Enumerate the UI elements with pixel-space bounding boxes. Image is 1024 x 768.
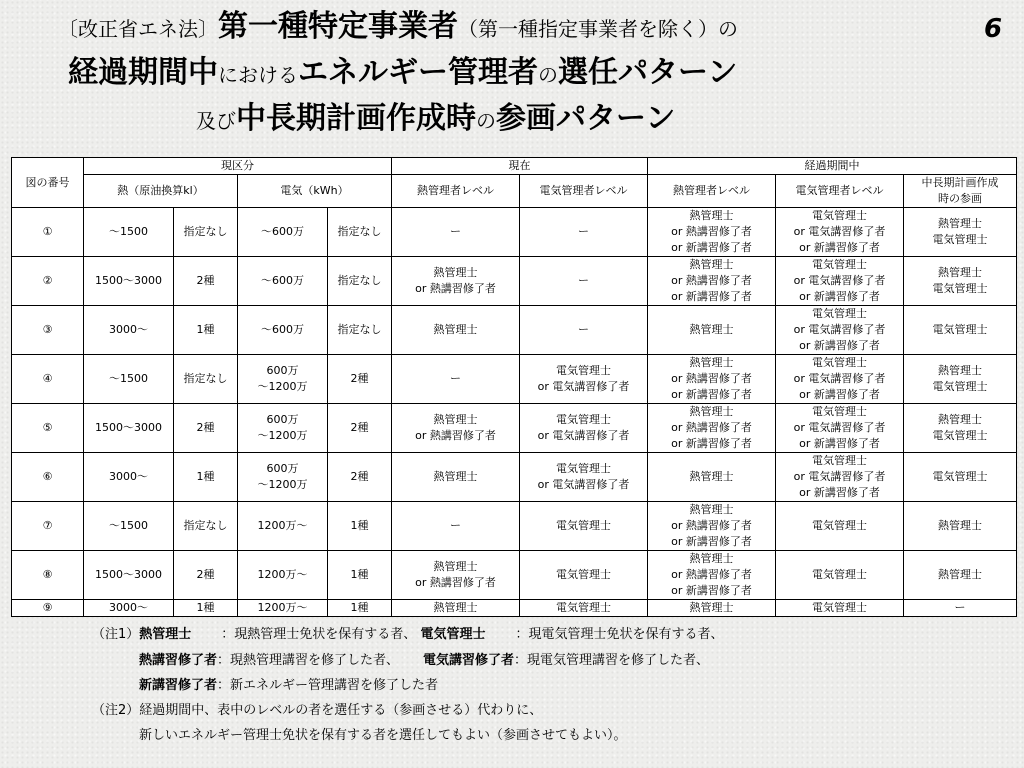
heat-range-cell: ～1500 (84, 502, 174, 551)
cell-line: 熱管理士 (689, 258, 734, 271)
electricity-designation-cell: 2種 (328, 404, 392, 453)
transition-electric-level-cell (776, 306, 904, 355)
figure-number-cell: ⑤ (12, 404, 84, 453)
current-electric-level-cell (520, 404, 648, 453)
cell-line: 電気管理士 (932, 470, 988, 483)
cell-line: or 電気講習修了者 (537, 429, 630, 442)
figure-number-cell: ① (12, 208, 84, 257)
cell-line: 熱管理士 (689, 552, 734, 565)
cell-line: or 電気講習修了者 (793, 225, 886, 238)
table-row (12, 502, 1017, 551)
title-participation-pattern: 参画パターン (496, 101, 676, 136)
cell-line: or 電気講習修了者 (793, 323, 886, 336)
current-electric-level-cell (520, 551, 648, 600)
heat-range-cell: ～1500 (84, 355, 174, 404)
cell-line: or 新講習修了者 (799, 437, 880, 450)
cell-line: ～1200万 (257, 380, 308, 393)
heat-range-cell: 3000～ (84, 306, 174, 355)
cell-line: ー (578, 274, 589, 287)
electricity-range-cell: 1200万～ (238, 551, 328, 600)
cell-line: 熱管理士 (938, 568, 982, 581)
note-def-electric-course: ：現電気管理講習を修了した者、 (514, 653, 710, 668)
heat-designation-cell: 2種 (174, 551, 238, 600)
cell-line: 電気管理士 (932, 282, 988, 295)
current-heat-level-cell (392, 502, 520, 551)
cell-line: 電気管理士 (812, 601, 867, 614)
cell-line: 熱管理士 (433, 323, 478, 336)
current-electric-level-cell (520, 600, 648, 617)
transition-heat-level-cell (648, 306, 776, 355)
note-1-line-2 (139, 652, 709, 670)
figure-number-cell: ⑨ (12, 600, 84, 617)
cell-line: or 熱講習修了者 (415, 576, 496, 589)
heat-range-cell: 1500～3000 (84, 404, 174, 453)
midlong-participation-cell (904, 502, 1017, 551)
cell-line: 熱管理士 (689, 323, 734, 336)
header-transition-electric-level: 電気管理者レベル (776, 175, 904, 208)
cell-line: 600万 (266, 462, 299, 475)
midlong-participation-cell (904, 551, 1017, 600)
cell-line: 電気管理士 (556, 568, 611, 581)
cell-line: or 電気講習修了者 (793, 470, 886, 483)
cell-line: or 新講習修了者 (799, 290, 880, 303)
cell-line: 電気管理士 (932, 323, 988, 336)
electricity-designation-cell: 1種 (328, 600, 392, 617)
table-row (12, 306, 1017, 355)
heat-range-cell: 3000～ (84, 600, 174, 617)
cell-line: or 熱講習修了者 (671, 372, 752, 385)
heat-designation-cell: 指定なし (174, 355, 238, 404)
current-heat-level-cell (392, 453, 520, 502)
cell-line: or 電気講習修了者 (537, 380, 630, 393)
title-business-type: 第一種特定事業者 (218, 9, 458, 44)
heat-designation-cell: 指定なし (174, 208, 238, 257)
electricity-range-cell: 1200万～ (238, 600, 328, 617)
cell-line: or 新講習修了者 (799, 486, 880, 499)
electricity-designation-cell: 1種 (328, 551, 392, 600)
note-1 (92, 626, 723, 644)
cell-line: 熱管理士 (938, 519, 982, 532)
note-def-new-course: ：新エネルギー管理講習を修了した者 (217, 678, 439, 693)
midlong-participation-cell (904, 404, 1017, 453)
title-line-1 (58, 9, 738, 44)
note-1-line-3 (139, 677, 438, 695)
transition-electric-level-cell (776, 208, 904, 257)
note-def-heat-manager: ：現熱管理士免状を保有する者、 (221, 627, 417, 642)
cell-line: or 熱講習修了者 (671, 225, 752, 238)
heat-designation-cell: 2種 (174, 404, 238, 453)
figure-number-cell: ⑧ (12, 551, 84, 600)
table-row (12, 257, 1017, 306)
note-2-text: 経過期間中、表中のレベルの者を選任する（参画させる）代わりに、 (139, 703, 543, 718)
heat-designation-cell: 2種 (174, 257, 238, 306)
transition-electric-level-cell (776, 600, 904, 617)
cell-line: 電気管理士 (556, 462, 611, 475)
title-appointment-pattern: 選任パターン (558, 55, 738, 90)
cell-line: or 電気講習修了者 (793, 421, 886, 434)
transition-electric-level-cell (776, 551, 904, 600)
note-term-heat-course: 熱講習修了者 (139, 653, 218, 668)
electricity-range-cell: ～600万 (238, 306, 328, 355)
transition-electric-level-cell (776, 404, 904, 453)
cell-line: 電気管理士 (932, 233, 988, 246)
cell-line: 電気管理士 (556, 364, 611, 377)
midlong-participation-cell (904, 257, 1017, 306)
table-row (12, 600, 1017, 617)
current-heat-level-cell (392, 551, 520, 600)
midlong-participation-cell (904, 600, 1017, 617)
figure-number-cell: ⑦ (12, 502, 84, 551)
cell-line: or 熱講習修了者 (671, 274, 752, 287)
current-heat-level-cell (392, 257, 520, 306)
electricity-designation-cell: 指定なし (328, 257, 392, 306)
header-row-1 (12, 158, 1017, 175)
transition-heat-level-cell (648, 600, 776, 617)
figure-number-cell: ⑥ (12, 453, 84, 502)
cell-line: 600万 (266, 413, 299, 426)
title-particle-no: の (538, 63, 558, 87)
header-electric-level: 電気管理者レベル (520, 175, 648, 208)
cell-line: or 電気講習修了者 (537, 478, 630, 491)
cell-line: 電気管理士 (812, 568, 867, 581)
transition-heat-level-cell (648, 355, 776, 404)
table-row (12, 355, 1017, 404)
header-heat: 熱（原油換算kl） (84, 175, 238, 208)
heat-designation-cell: 1種 (174, 600, 238, 617)
cell-line: 熱管理士 (433, 470, 478, 483)
slide-title (0, 0, 1024, 150)
midlong-participation-cell (904, 306, 1017, 355)
table-row (12, 453, 1017, 502)
header-transition-heat-level: 熱管理者レベル (648, 175, 776, 208)
header-heat-level: 熱管理者レベル (392, 175, 520, 208)
transition-heat-level-cell (648, 257, 776, 306)
transition-heat-level-cell (648, 551, 776, 600)
title-particle-no2: の (476, 109, 496, 133)
cell-line: 熱管理士 (433, 266, 478, 279)
cell-line: ー (450, 519, 461, 532)
cell-line: 電気管理士 (812, 454, 867, 467)
electricity-range-cell: 1200万～ (238, 502, 328, 551)
note-1-label: （注1） (92, 627, 140, 642)
header-row-2 (12, 175, 1017, 208)
current-heat-level-cell (392, 208, 520, 257)
cell-line: 熱管理士 (938, 413, 982, 426)
cell-line: or 熱講習修了者 (671, 568, 752, 581)
electricity-range-cell: ～600万 (238, 208, 328, 257)
cell-line: or 熱講習修了者 (415, 282, 496, 295)
electricity-designation-cell: 指定なし (328, 208, 392, 257)
title-particle-ni: における (218, 63, 298, 87)
current-heat-level-cell (392, 600, 520, 617)
electricity-designation-cell: 1種 (328, 502, 392, 551)
cell-line: or 新講習修了者 (671, 388, 752, 401)
heat-designation-cell: 指定なし (174, 502, 238, 551)
title-particle-oyobi: 及び (196, 109, 236, 133)
current-heat-level-cell (392, 404, 520, 453)
cell-line: 電気管理士 (556, 413, 611, 426)
cell-line: or 電気講習修了者 (793, 274, 886, 287)
current-electric-level-cell (520, 355, 648, 404)
cell-line: 熱管理士 (938, 217, 982, 230)
heat-range-cell: ～1500 (84, 208, 174, 257)
cell-line: 熱管理士 (689, 470, 734, 483)
note-term-electric-course: 電気講習修了者 (423, 653, 515, 668)
transition-heat-level-cell (648, 502, 776, 551)
note-2 (92, 702, 542, 720)
figure-number-cell: ② (12, 257, 84, 306)
cell-line: 電気管理士 (812, 258, 867, 271)
cell-line: 電気管理士 (556, 519, 611, 532)
cell-line: or 新講習修了者 (799, 339, 880, 352)
cell-line: or 熱講習修了者 (415, 429, 496, 442)
transition-electric-level-cell (776, 502, 904, 551)
cell-line: 熱管理士 (689, 405, 734, 418)
cell-line: or 新講習修了者 (671, 535, 752, 548)
cell-line: ー (578, 323, 589, 336)
electricity-range-cell (238, 355, 328, 404)
table-row (12, 208, 1017, 257)
title-transition-period: 経過期間中 (68, 55, 218, 90)
cell-line: 電気管理士 (812, 405, 867, 418)
title-law-label: 〔改正省エネ法〕 (58, 17, 218, 41)
pattern-table (11, 157, 1017, 617)
midlong-participation-cell (904, 453, 1017, 502)
cell-line: 熱管理士 (433, 601, 478, 614)
table-row (12, 404, 1017, 453)
heat-range-cell: 3000～ (84, 453, 174, 502)
cell-line: or 熱講習修了者 (671, 421, 752, 434)
note-term-heat-manager: 熱管理士 (139, 627, 192, 642)
midlong-participation-cell (904, 208, 1017, 257)
cell-line: or 新講習修了者 (671, 584, 752, 597)
current-electric-level-cell (520, 257, 648, 306)
electricity-designation-cell: 2種 (328, 355, 392, 404)
cell-line: ー (450, 372, 461, 385)
page-number: 6 (984, 14, 1003, 44)
header-current: 現在 (392, 158, 648, 175)
current-heat-level-cell (392, 355, 520, 404)
current-electric-level-cell (520, 208, 648, 257)
cell-line: or 新講習修了者 (799, 241, 880, 254)
cell-line: 電気管理士 (932, 380, 988, 393)
cell-line: or 新講習修了者 (671, 241, 752, 254)
cell-line: 熱管理士 (689, 209, 734, 222)
title-line-3 (196, 101, 676, 136)
transition-electric-level-cell (776, 355, 904, 404)
transition-electric-level-cell (776, 257, 904, 306)
cell-line: 熱管理士 (433, 560, 478, 573)
electricity-range-cell (238, 453, 328, 502)
note-term-electric-manager: 電気管理士 (420, 627, 486, 642)
note-term-new-course: 新講習修了者 (139, 678, 218, 693)
figure-number-cell: ③ (12, 306, 84, 355)
cell-line: 電気管理士 (812, 519, 867, 532)
cell-line: or 新講習修了者 (671, 437, 752, 450)
note-2-text-2: 新しいエネルギー管理士免状を保有する者を選任してもよい（参画させてもよい）。 (139, 728, 627, 743)
cell-line: 電気管理士 (556, 601, 611, 614)
title-midlong-plan: 中長期計画作成時 (236, 101, 476, 136)
transition-electric-level-cell (776, 453, 904, 502)
cell-line: ～1200万 (257, 478, 308, 491)
current-electric-level-cell (520, 306, 648, 355)
transition-heat-level-cell (648, 208, 776, 257)
current-electric-level-cell (520, 453, 648, 502)
cell-line: or 新講習修了者 (799, 388, 880, 401)
cell-line: 電気管理士 (812, 209, 867, 222)
header-midlong-participation (904, 175, 1017, 208)
midlong-participation-cell (904, 355, 1017, 404)
cell-line: 電気管理士 (932, 429, 988, 442)
header-electricity: 電気（kWh） (238, 175, 392, 208)
heat-range-cell: 1500～3000 (84, 551, 174, 600)
header-figure-number: 図の番号 (12, 158, 84, 208)
electricity-range-cell: ～600万 (238, 257, 328, 306)
electricity-designation-cell: 2種 (328, 453, 392, 502)
heat-range-cell: 1500～3000 (84, 257, 174, 306)
cell-line: 熱管理士 (433, 413, 478, 426)
cell-line: ～1200万 (257, 429, 308, 442)
note-def-heat-course: ：現熱管理講習を修了した者、 (217, 653, 400, 668)
note-2-label: （注2） (92, 703, 140, 718)
cell-line: 電気管理士 (812, 356, 867, 369)
table-row (12, 551, 1017, 600)
transition-heat-level-cell (648, 404, 776, 453)
title-exclusion: （第一種指定事業者を除く）の (458, 17, 738, 41)
cell-line: ー (450, 225, 461, 238)
cell-line: 熱管理士 (689, 503, 734, 516)
header-midlong-line-1: 中長期計画作成 (921, 176, 999, 189)
cell-line: or 熱講習修了者 (671, 519, 752, 532)
cell-line: 熱管理士 (938, 364, 982, 377)
current-heat-level-cell (392, 306, 520, 355)
cell-line: or 新講習修了者 (671, 290, 752, 303)
current-electric-level-cell (520, 502, 648, 551)
transition-heat-level-cell (648, 453, 776, 502)
cell-line: 熱管理士 (938, 266, 982, 279)
cell-line: 600万 (266, 364, 299, 377)
cell-line: 熱管理士 (689, 601, 734, 614)
figure-number-cell: ④ (12, 355, 84, 404)
cell-line: 熱管理士 (689, 356, 734, 369)
note-def-electric-manager: ：現電気管理士免状を保有する者、 (515, 627, 724, 642)
header-transition: 経過期間中 (648, 158, 1017, 175)
electricity-range-cell (238, 404, 328, 453)
title-energy-manager: エネルギー管理者 (298, 55, 538, 90)
note-2-line-2 (139, 727, 627, 745)
cell-line: ー (954, 601, 966, 614)
header-current-category: 現区分 (84, 158, 392, 175)
electricity-designation-cell: 指定なし (328, 306, 392, 355)
title-line-2 (68, 55, 738, 90)
heat-designation-cell: 1種 (174, 453, 238, 502)
cell-line: ー (578, 225, 589, 238)
heat-designation-cell: 1種 (174, 306, 238, 355)
cell-line: or 電気講習修了者 (793, 372, 886, 385)
cell-line: 電気管理士 (812, 307, 867, 320)
header-midlong-line-2: 時の参画 (938, 192, 982, 205)
